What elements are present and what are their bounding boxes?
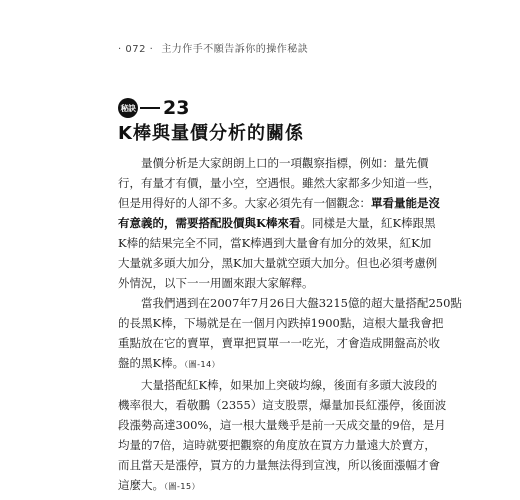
text-run: 當我們遇到在2007年7月26日大盤3215億的超大量搭配250點 <box>141 296 462 310</box>
text-run: 大量搭配紅K棒，如果加上突破均線，後面有多頭大波段的 <box>141 378 438 392</box>
heading-dash <box>140 107 160 109</box>
text-line <box>118 313 444 333</box>
text-run: 而且當天是漲停，買方的力量無法得到宣洩，所以後面漲幅才會 <box>118 458 440 472</box>
text-run: 機率很大，看敬鵬（2355）這支股票，爆量加長紅漲停，後面波 <box>118 398 447 412</box>
text-line <box>118 213 436 233</box>
text-line <box>118 395 447 415</box>
text-run: 但是用得好的人卻不多。大家必須先有一個觀念： <box>118 196 371 210</box>
page-number-value: 072 <box>125 44 146 55</box>
figure-reference: （圖-15） <box>164 482 201 491</box>
text-line <box>118 273 423 293</box>
text-run: 盤的黑K棒。 <box>118 356 185 370</box>
book-title: 主力作手不願告訴你的操作秘訣 <box>161 44 309 55</box>
section-number: 23 <box>163 97 190 119</box>
secret-badge: 秘訣 <box>118 98 138 118</box>
paragraph <box>118 375 447 497</box>
text-line <box>118 333 440 353</box>
emphasis-text: 有意義的，需要搭配股價與K棒來看 <box>118 216 301 230</box>
text-line <box>118 173 440 193</box>
section-title: K棒與量價分析的關係 <box>118 123 304 144</box>
text-line <box>118 153 429 173</box>
running-header <box>118 40 308 55</box>
paragraph <box>118 293 462 375</box>
text-line <box>118 435 436 455</box>
text-line <box>118 193 440 213</box>
text-run: 行，有量才有價，量小空，空遇恨。雖然大家都多少知道一些， <box>118 176 440 190</box>
text-run: 外情況，以下一一用圖來跟大家解釋。 <box>118 276 314 290</box>
text-run: K棒的結果完全不同，當K棒遇到大量會有加分的效果，紅K加 <box>118 236 432 250</box>
section-heading <box>118 97 189 119</box>
text-line <box>118 253 438 273</box>
text-line <box>118 293 462 313</box>
text-run: 段漲勢高達300%，這一根大量幾乎是前一天成交量的9倍，是月 <box>118 418 446 432</box>
emphasis-text: 單看量能是沒 <box>371 196 440 210</box>
text-run: 這麼大。 <box>118 478 164 492</box>
text-run: 量價分析是大家朗朗上口的一項觀察指標，例如：量先價 <box>141 156 429 170</box>
page-number: ‧ 072 ‧ <box>118 44 154 55</box>
text-run: 重點放在它的賣單，賣單把買單一一吃光，才會造成開盤高於收 <box>118 336 440 350</box>
text-line <box>118 375 438 395</box>
text-line <box>118 455 440 475</box>
body-text <box>118 153 462 497</box>
text-run: 。同樣是大量，紅K棒跟黑 <box>300 216 436 230</box>
text-line <box>118 475 423 497</box>
paragraph <box>118 153 440 293</box>
text-run: 大量就多頭大加分，黑K加大量就空頭大加分。但也必須考慮例 <box>118 256 438 270</box>
figure-reference: （圖-14） <box>184 360 221 369</box>
text-line <box>118 233 432 253</box>
text-line <box>118 415 446 435</box>
text-run: 的長黑K棒，下場就是在一個月內跌掉1900點，這根大量我會把 <box>118 316 444 330</box>
text-line <box>118 353 423 375</box>
text-run: 均量的7倍，這時就要把觀察的角度放在買方力量遠大於賣方， <box>118 438 436 452</box>
